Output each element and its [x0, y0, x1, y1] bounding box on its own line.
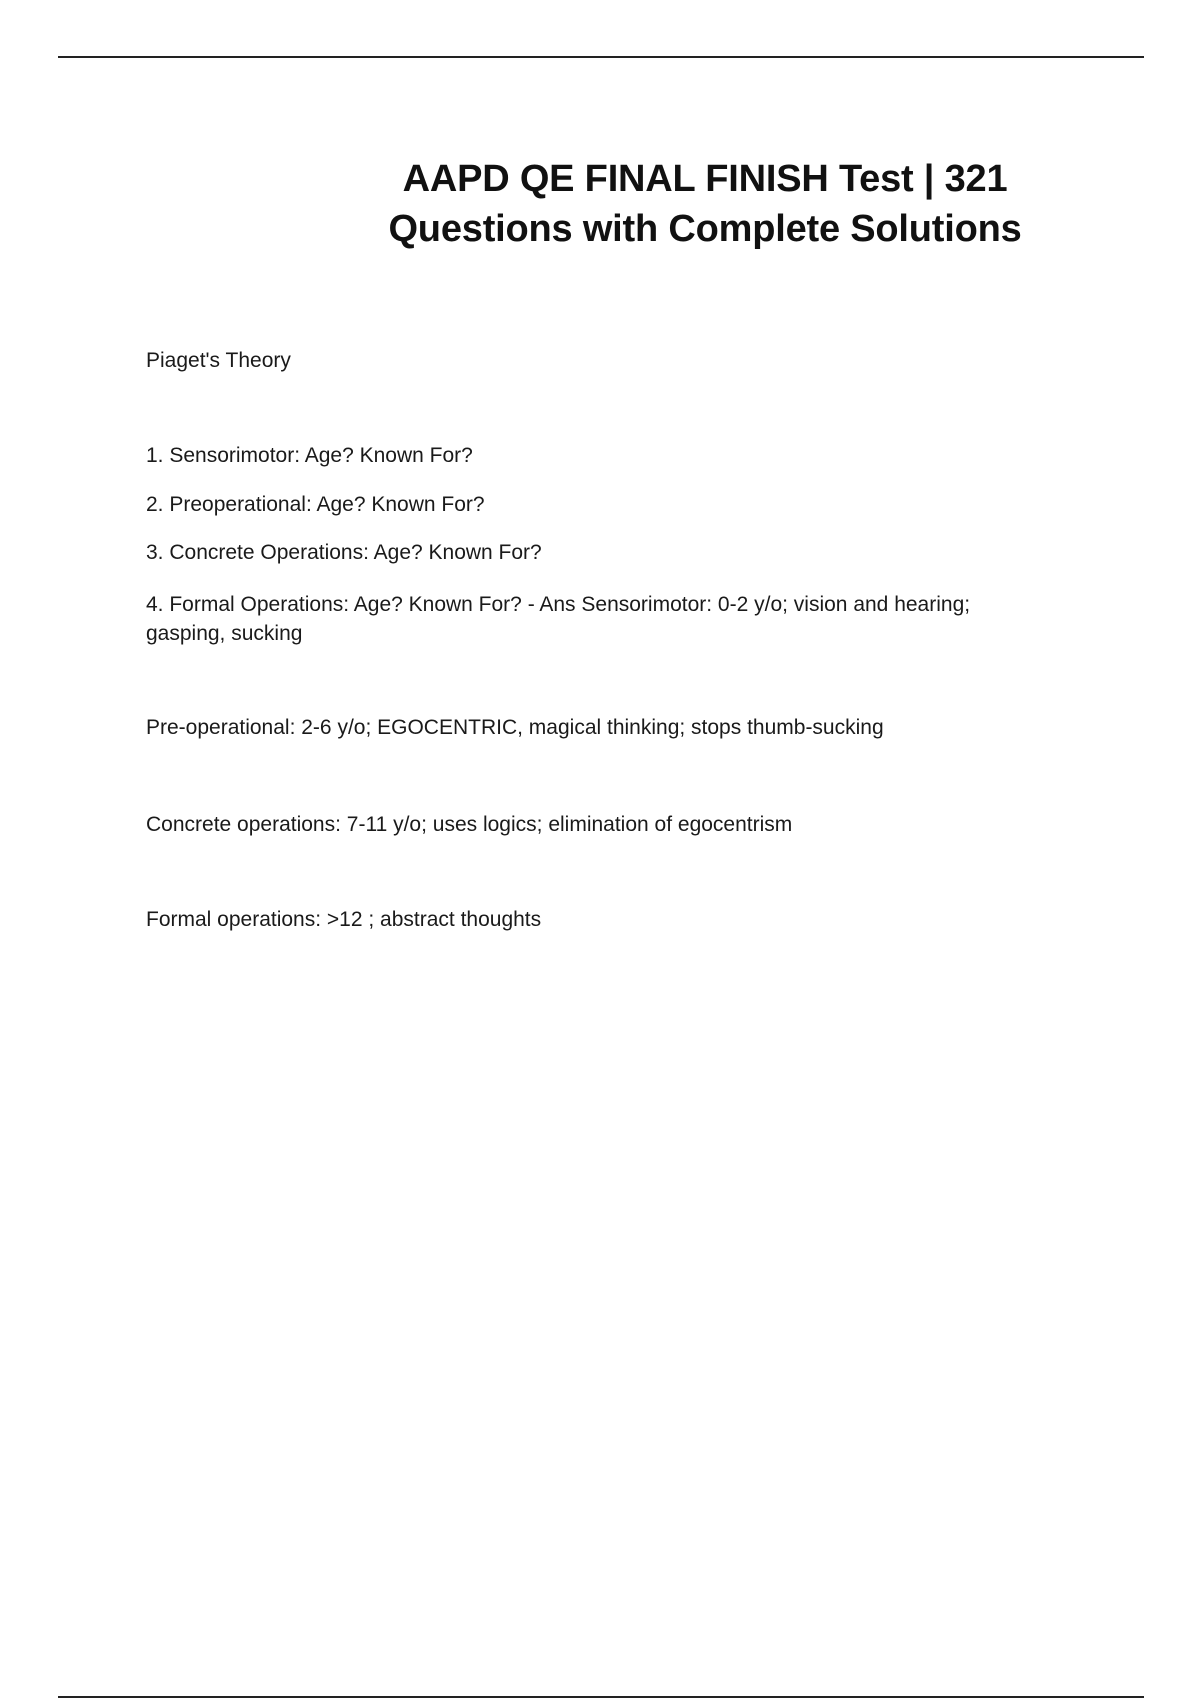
answer-formal-operations: Formal operations: >12 ; abstract thoughts [146, 908, 542, 931]
document-title [330, 154, 1080, 254]
answer-preoperational: Pre-operational: 2-6 y/o; EGOCENTRIC, magical thinking; stops thumb-sucking [146, 716, 884, 739]
question-4-with-answer: 4. Formal Operations: Age? Known For? - Ans Sensorimotor: 0-2 y/o; vision and hearing; gasping, sucking [146, 593, 971, 645]
question-1: 1. Sensorimotor: Age? Known For? [146, 444, 473, 467]
section-heading: Piaget's Theory [146, 349, 291, 372]
question-3: 3. Concrete Operations: Age? Known For? [146, 541, 542, 564]
question-2: 2. Preoperational: Age? Known For? [146, 493, 485, 516]
answer-concrete-operations: Concrete operations: 7-11 y/o; uses logics; elimination of egocentrism [146, 813, 793, 836]
title-line-2: Questions with Complete Solutions [388, 208, 1022, 250]
header-rule [58, 56, 1144, 58]
footer-rule [58, 1696, 1144, 1698]
title-line-1: AAPD QE FINAL FINISH Test | 321 [402, 158, 1008, 200]
